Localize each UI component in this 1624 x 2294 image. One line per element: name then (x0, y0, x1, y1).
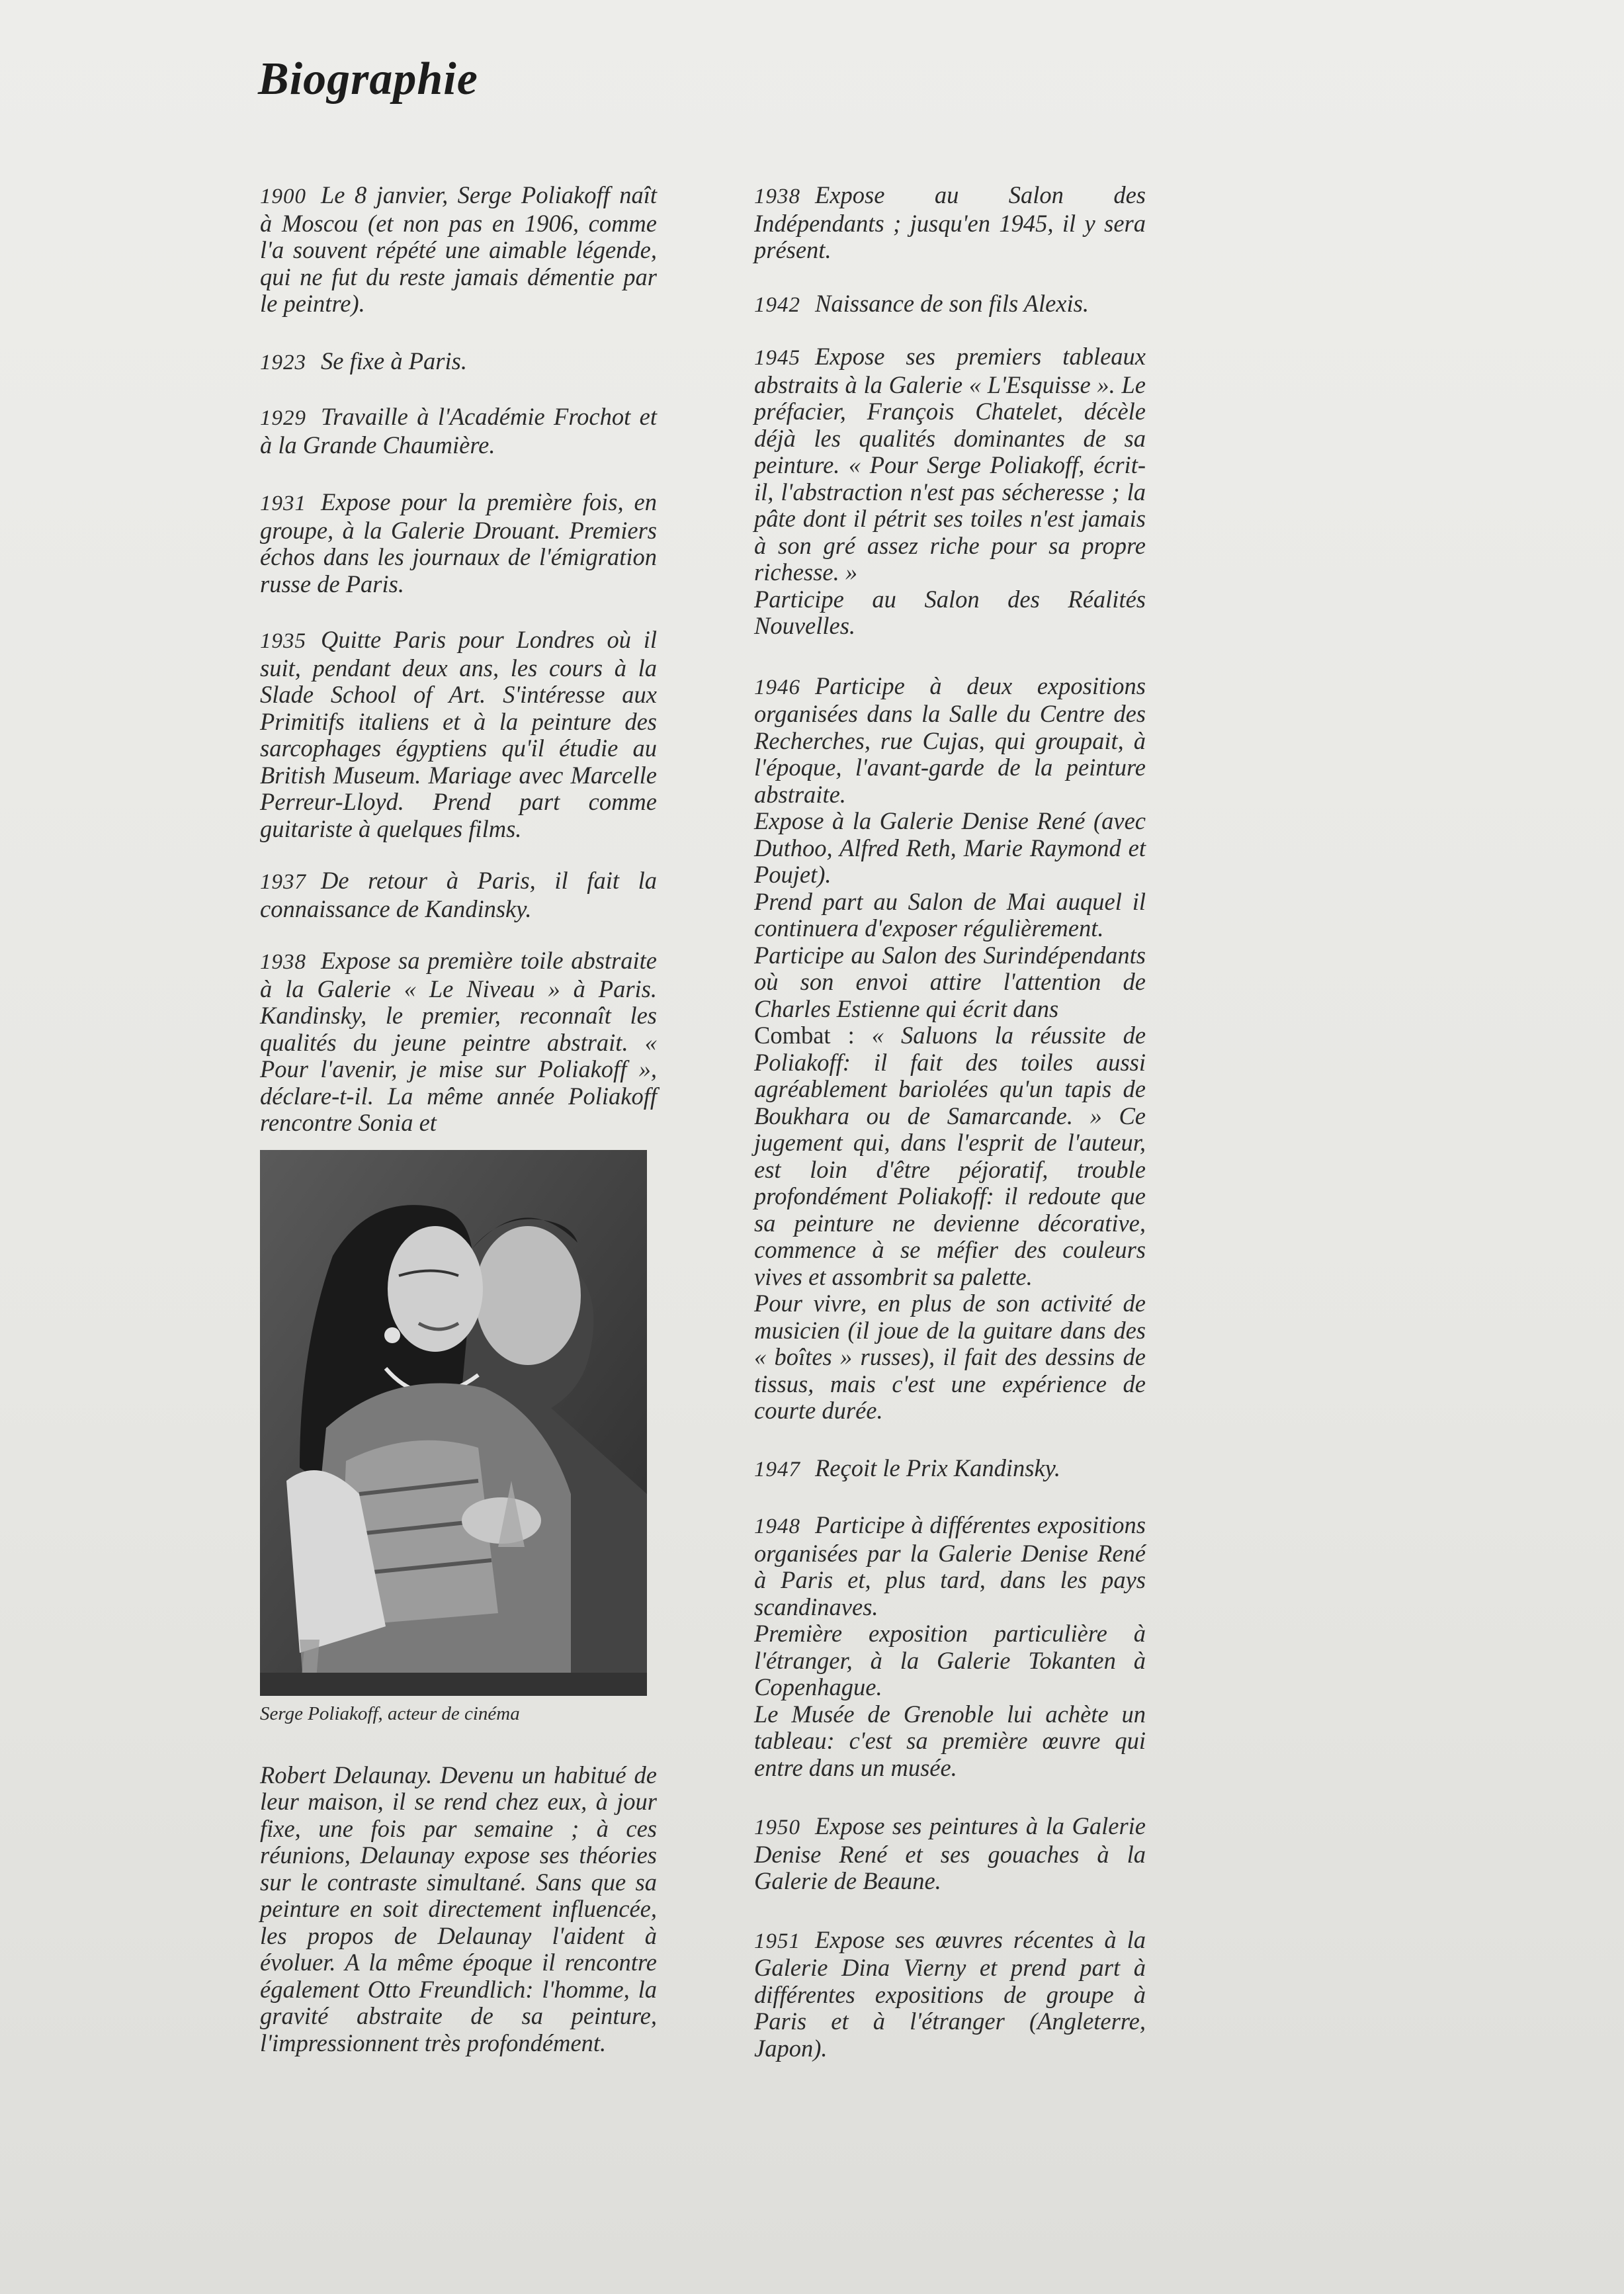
entry-year: 1942 (754, 292, 800, 317)
entry-1947 (754, 1455, 1146, 1483)
entry-1950 (754, 1813, 1146, 1895)
entry-1931 (260, 489, 657, 597)
entry-year: 1931 (260, 492, 306, 515)
entry-text: Participe à deux expositions organisées dans la Salle du Centre des Recherches, rue Cujas, qui groupait, à l'époque, l'avant-garde de la peinture abstraite. (754, 672, 1146, 808)
portrait-photo (260, 1150, 647, 1696)
entry-text: Pour vivre, en plus de son activité de musicien (il joue de la guitare dans des « boîtes » russes), il fait des dessins de tissus, mais c'est une expérience de courte durée. (754, 1290, 1146, 1424)
photo-caption: Serge Poliakoff, acteur de cinéma (260, 1702, 520, 1724)
entry-text: Le 8 janvier, Serge Poliakoff naît à Moscou (et non pas en 1906, comme l'a souvent répété une aimable légende, qui ne fut du reste jamais démentie par le peintre). (260, 181, 657, 317)
entry-1938-left (260, 948, 657, 1137)
entry-1942 (754, 290, 1146, 319)
entry-text: Robert Delaunay. Devenu un habitué de leur maison, il se rend chez eux, à jour fixe, une fois par semaine ; à ces réunions, Delaunay expose ses théories sur le contraste simultané. Sans que sa peinture en soit directement influencée, les propos de Delaunay l'aident à évoluer. A la même époque il rencontre également Otto Freundlich: l'homme, la gravité abstraite de sa peinture, l'impressionnent très profondément. (260, 1761, 657, 2056)
entry-text: Expose au Salon des Indépendants ; jusqu'en 1945, il y sera présent. (754, 181, 1146, 263)
photo-block (260, 1150, 657, 1725)
entry-1935 (260, 627, 657, 842)
entry-year: 1951 (754, 1929, 800, 1953)
entry-text: Naissance de son fils Alexis. (815, 289, 1089, 317)
entry-1951 (754, 1927, 1146, 2062)
entry-1946 (754, 673, 1146, 1023)
entry-text: Prend part au Salon de Mai auquel il continuera d'exposer régulièrement. (754, 887, 1146, 942)
entry-1900 (260, 182, 657, 318)
entry-text: De retour à Paris, il fait la connaissance de Kandinsky. (260, 867, 657, 922)
entry-text: Expose sa première toile abstraite à la Galerie « Le Niveau » à Paris. Kandinsky, le premier, reconnaît les qualités du jeune peintre abstrait. « Pour l'avenir, je mise sur Poliakoff », déclare-t-il. La même année Poliakoff rencontre Sonia et (260, 947, 657, 1136)
entry-text: Le Musée de Grenoble lui achète un tableau: c'est sa première œuvre qui entre dans un musée. (754, 1700, 1146, 1781)
entry-1948 (754, 1512, 1146, 1781)
entry-1929 (260, 404, 657, 459)
entry-year: 1937 (260, 870, 306, 894)
entry-year: 1929 (260, 406, 306, 430)
entry-year: 1900 (260, 185, 306, 208)
entry-continuation (260, 1762, 657, 2057)
photo-illustration (260, 1150, 647, 1696)
entry-text: Se fixe à Paris. (321, 347, 467, 375)
entry-text: Participe à différentes expositions organisées par la Galerie Denise René à Paris et, plus tard, dans les pays scandinaves. (754, 1511, 1146, 1620)
entry-year: 1948 (754, 1515, 800, 1538)
entry-year: 1938 (754, 185, 800, 208)
entry-year: 1947 (754, 1457, 800, 1481)
entry-1946-combat (754, 1022, 1146, 1425)
entry-text: Expose ses peintures à la Galerie Denise René et ses gouaches à la Galerie de Beaune. (754, 1812, 1146, 1894)
entry-text: Première exposition particulière à l'étranger, à la Galerie Tokanten à Copenhague. (754, 1620, 1146, 1700)
entry-year: 1935 (260, 629, 306, 653)
entry-text: Expose pour la première fois, en groupe, à la Galerie Drouant. Premiers échos dans les journaux de l'émigration russe de Paris. (260, 488, 657, 597)
entry-year: 1938 (260, 950, 306, 974)
entry-year: 1946 (754, 675, 800, 699)
page-title: Biographie (258, 54, 478, 105)
entry-year: 1945 (754, 346, 800, 370)
left-column (260, 182, 657, 2083)
entry-text: Expose ses premiers tableaux abstraits à la Galerie « L'Esquisse ». Le préfacier, François Chatelet, décèle déjà les qualités dominantes de sa peinture. « Pour Serge Poliakoff, écrit-il, l'abstraction n'est pas sécheresse ; la pâte dont il pétrit ses toiles n'est jamais à son gré assez riche pour sa propre richesse. » (754, 343, 1146, 586)
entry-text: Expose à la Galerie Denise René (avec Duthoo, Alfred Reth, Marie Raymond et Poujet). (754, 807, 1146, 888)
right-column (754, 182, 1146, 2088)
entry-text: Travaille à l'Académie Frochot et à la Grande Chaumière. (260, 403, 657, 459)
entry-text: Expose ses œuvres récentes à la Galerie Dina Vierny et prend part à différentes expositions de groupe à Paris et à l'étranger (Angleterre, Japon). (754, 1925, 1146, 2062)
entry-1937 (260, 867, 657, 922)
entry-1938-right (754, 182, 1146, 264)
entry-text: Participe au Salon des Réalités Nouvelles. (754, 585, 1146, 639)
entry-text: Participe au Salon des Surindépendants où son envoi attire l'attention de Charles Estienne qui écrit dans (754, 941, 1146, 1022)
entry-year: 1950 (754, 1816, 800, 1839)
entry-1923 (260, 348, 657, 376)
entry-text: Reçoit le Prix Kandinsky. (815, 1454, 1060, 1481)
entry-text: « Saluons la réussite de Poliakoff: il fait des toiles aussi agréablement bariolées qu'un tapis de Boukhara ou de Samarcande. » Ce jugement qui, dans l'esprit de l'auteur, est loin d'être péjoratif, trouble profondément Poliakoff: il redoute que sa peinture ne devienne décorative, commence à se méfier des couleurs vives et assombrit sa palette. (754, 1022, 1146, 1290)
entry-year: 1923 (260, 350, 306, 375)
entry-text: Quitte Paris pour Londres où il suit, pendant deux ans, les cours à la Slade School of Art. S'intéresse aux Primitifs italiens et à la peinture des sarcophages égyptiens qu'il étudie au British Museum. Mariage avec Marcelle Perreur-Lloyd. Prend part comme guitariste à quelques films. (260, 626, 657, 842)
combat-label: Combat : (754, 1022, 855, 1049)
entry-1945 (754, 343, 1146, 640)
